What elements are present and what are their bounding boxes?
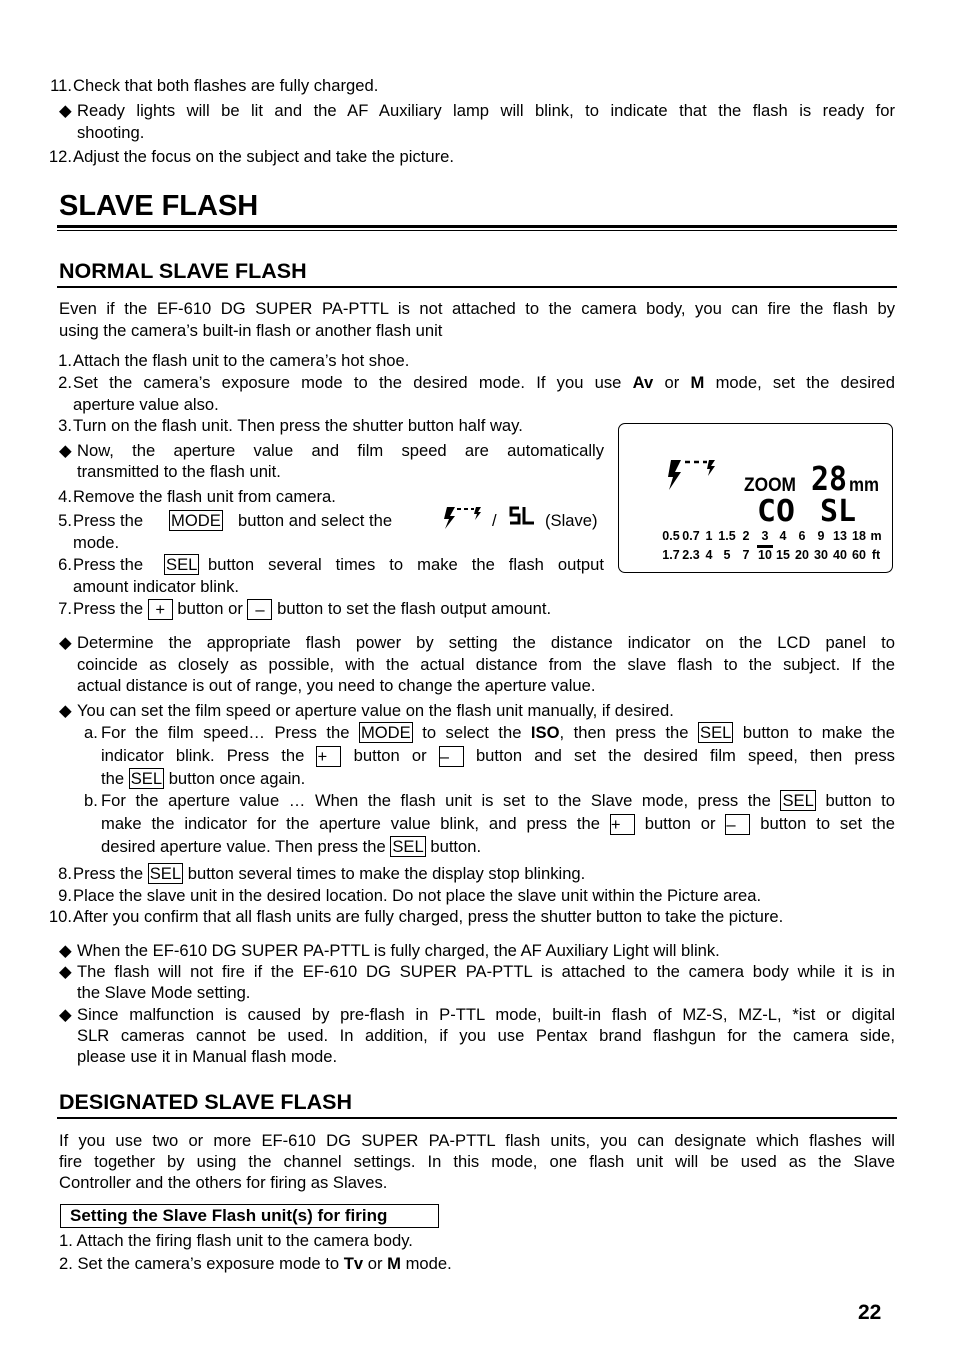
diamond-icon: ◆ <box>59 941 72 960</box>
sub-letter: b. <box>84 791 98 810</box>
note-text: Determine the appropriate flash power by setting the distance indicator on the LCD panel to <box>77 633 895 652</box>
lcd-sl: SL <box>820 494 856 529</box>
step-text: Press the + button or – button to set the flash output amount. <box>73 599 552 620</box>
zoom-value: 28 <box>811 459 847 498</box>
meter-tick-label: 0.5 <box>662 529 680 543</box>
step-text: (Slave) <box>545 511 598 530</box>
slash: / <box>492 511 497 530</box>
step-number: 4. <box>58 487 72 506</box>
diamond-icon: ◆ <box>59 1005 72 1024</box>
zoom-label: ZOOM <box>744 475 796 496</box>
distance-indicator <box>757 545 773 548</box>
sel-button-label: SEL <box>166 555 198 574</box>
feet-tick-label: 30 <box>814 548 828 562</box>
step-number: 6. <box>58 555 72 574</box>
feet-tick-label: 7 <box>742 548 750 562</box>
title-rule <box>57 225 897 228</box>
note-text: Since malfunction is caused by pre-flash in P-TTL mode, built-in flash of MZ-S, MZ-L, *ist or digital <box>77 1005 895 1024</box>
note-text: coincide as closely as possible, with the actual distance from the slave flash to the subject. If the <box>77 655 895 674</box>
step-text: 1. Attach the firing flash unit to the camera body. <box>59 1231 413 1250</box>
step-number: 8. <box>58 864 72 883</box>
page-number: 22 <box>858 1301 882 1324</box>
mode-button-label: MODE <box>171 511 221 530</box>
note-text: the Slave Mode setting. <box>77 983 251 1002</box>
step-number: 3. <box>58 416 72 435</box>
meter-tick-label: 6 <box>798 529 806 543</box>
feet-tick-label: 60 <box>852 548 866 562</box>
feet-scale <box>662 548 881 562</box>
paragraph: Even if the EF-610 DG SUPER PA-PTTL is not attached to the camera body, you can fire the flash by <box>59 299 895 318</box>
step-text: After you confirm that all flash units are fully charged, press the shutter button to take the picture. <box>73 907 784 926</box>
step-text: Check that both flashes are fully charged. <box>73 76 379 95</box>
slave-flash-icon <box>441 505 483 537</box>
meter-tick-label: 3 <box>761 529 769 543</box>
step-text: Adjust the focus on the subject and take the picture. <box>73 147 454 166</box>
step-number: 1. <box>58 351 72 370</box>
sub-text: the SEL button once again. <box>101 769 306 788</box>
feet-tick-label: 20 <box>795 548 809 562</box>
meter-tick-label: 0.7 <box>682 529 700 543</box>
feet-tick-label: 4 <box>705 548 713 562</box>
lcd-panel <box>618 423 893 573</box>
sub-letter: a. <box>84 723 98 742</box>
meter-tick-label: 2 <box>742 529 750 543</box>
note-text: please use it in Manual flash mode. <box>77 1047 338 1066</box>
step-number: 5. <box>58 511 72 530</box>
diamond-icon: ◆ <box>59 633 72 652</box>
step-text: button several times to make the flash output <box>208 555 604 574</box>
feet-tick-label: 40 <box>833 548 847 562</box>
subheading-box: Setting the Slave Flash unit(s) for firing <box>60 1204 439 1228</box>
note-text: Now, the aperture value and film speed are automatically <box>77 441 604 460</box>
sub-text: desired aperture value. Then press the SEL button. <box>101 837 482 856</box>
section-rule <box>57 286 897 288</box>
step-text: Press the <box>73 511 144 530</box>
feet-tick-label: 1.7 <box>662 548 680 562</box>
note-text: shooting. <box>77 123 145 142</box>
diamond-icon: ◆ <box>59 101 72 120</box>
sub-text: For the film speed… Press the MODE to select the ISO, then press the SEL button to make the <box>101 723 895 742</box>
zoom-unit: mm <box>849 475 879 496</box>
step-number: 10. <box>48 907 72 926</box>
note-text: When the EF-610 DG SUPER PA-PTTL is fully charged, the AF Auxiliary Light will blink. <box>77 941 720 960</box>
section-heading: DESIGNATED SLAVE FLASH <box>59 1090 353 1114</box>
sub-text: make the indicator for the aperture value blink, and press the + button or – button to set the <box>101 814 895 835</box>
feet-tick-label: 5 <box>723 548 731 562</box>
note-text: actual distance is out of range, you need to change the aperture value. <box>77 676 596 695</box>
step-text: 2. Set the camera’s exposure mode to Tv or M mode. <box>59 1254 452 1273</box>
lcd-display <box>619 424 894 574</box>
paragraph: using the camera’s built-in flash or another flash unit <box>59 321 443 340</box>
step-number: 11. <box>50 76 72 95</box>
minus-button-label: – <box>247 599 272 620</box>
note-text: The flash will not fire if the EF-610 DG SUPER PA-PTTL is attached to the camera body while it is in <box>77 962 895 981</box>
plus-button-label: + <box>148 599 173 620</box>
note-text: SLR cameras cannot be used. In addition, if you use Pentax brand flashgun for the camera side, <box>77 1026 895 1045</box>
step-text: Attach the flash unit to the camera’s hot shoe. <box>73 351 410 370</box>
note-text: Ready lights will be lit and the AF Auxiliary lamp will blink, to indicate that the flash is ready for <box>77 101 895 120</box>
feet-tick-label: 2.3 <box>682 548 700 562</box>
sub-text: For the aperture value … When the flash unit is set to the Slave mode, press the SEL button to <box>101 791 895 810</box>
feet-tick-label: 10 <box>758 548 772 562</box>
diamond-icon: ◆ <box>59 701 72 720</box>
meters-scale <box>662 529 881 543</box>
meter-tick-label: 1 <box>705 529 713 543</box>
page-title: SLAVE FLASH <box>59 190 259 222</box>
feet-tick-label: ft <box>871 548 881 562</box>
meter-tick-label: 9 <box>817 529 825 543</box>
step-text: amount indicator blink. <box>73 577 240 596</box>
step-text: Press the SEL button several times to make the display stop blinking. <box>73 864 586 883</box>
step-text: button and select the <box>238 511 393 530</box>
slave-flash-icon <box>668 460 715 490</box>
step-number: 2. <box>58 373 72 392</box>
step-text: aperture value also. <box>73 395 219 414</box>
meter-tick-label: 4 <box>779 529 787 543</box>
feet-tick-label: 15 <box>776 548 790 562</box>
meter-tick-label: 1.5 <box>718 529 736 543</box>
step-text: Press the <box>73 555 144 574</box>
sub-text: indicator blink. Press the + button or – button and set the desired film speed, then press <box>101 746 895 767</box>
meter-tick-label: 13 <box>833 529 847 543</box>
step-text: Remove the flash unit from camera. <box>73 487 336 506</box>
step-text: Set the camera’s exposure mode to the desired mode. If you use Av or M mode, set the desired <box>73 373 895 392</box>
paragraph: fire together by using the channel settings. In this mode, one flash unit will be used as the Slave <box>59 1152 895 1171</box>
step-text: Turn on the flash unit. Then press the shutter button half way. <box>73 416 523 435</box>
section-rule <box>57 1117 897 1119</box>
meter-tick-label: 18 <box>852 529 866 543</box>
paragraph: Controller and the others for firing as Slaves. <box>59 1173 388 1192</box>
step-number: 7. <box>58 599 72 618</box>
step-number: 12. <box>48 147 72 166</box>
diamond-icon: ◆ <box>59 441 72 460</box>
step-text: mode. <box>73 533 120 552</box>
paragraph: If you use two or more EF-610 DG SUPER PA-PTTL flash units, you can designate which flashes will <box>59 1131 895 1150</box>
sl-icon <box>508 505 536 533</box>
step-number: 9. <box>58 886 72 905</box>
note-text: You can set the film speed or aperture value on the flash unit manually, if desired. <box>77 701 674 720</box>
step-text: Place the slave unit in the desired location. Do not place the slave unit within the Picture area. <box>73 886 762 905</box>
diamond-icon: ◆ <box>59 962 72 981</box>
meter-tick-label: m <box>870 529 882 543</box>
lcd-co: CO <box>757 494 795 529</box>
note-text: transmitted to the flash unit. <box>77 462 281 481</box>
section-heading: NORMAL SLAVE FLASH <box>59 259 307 283</box>
title-rule <box>57 230 897 231</box>
